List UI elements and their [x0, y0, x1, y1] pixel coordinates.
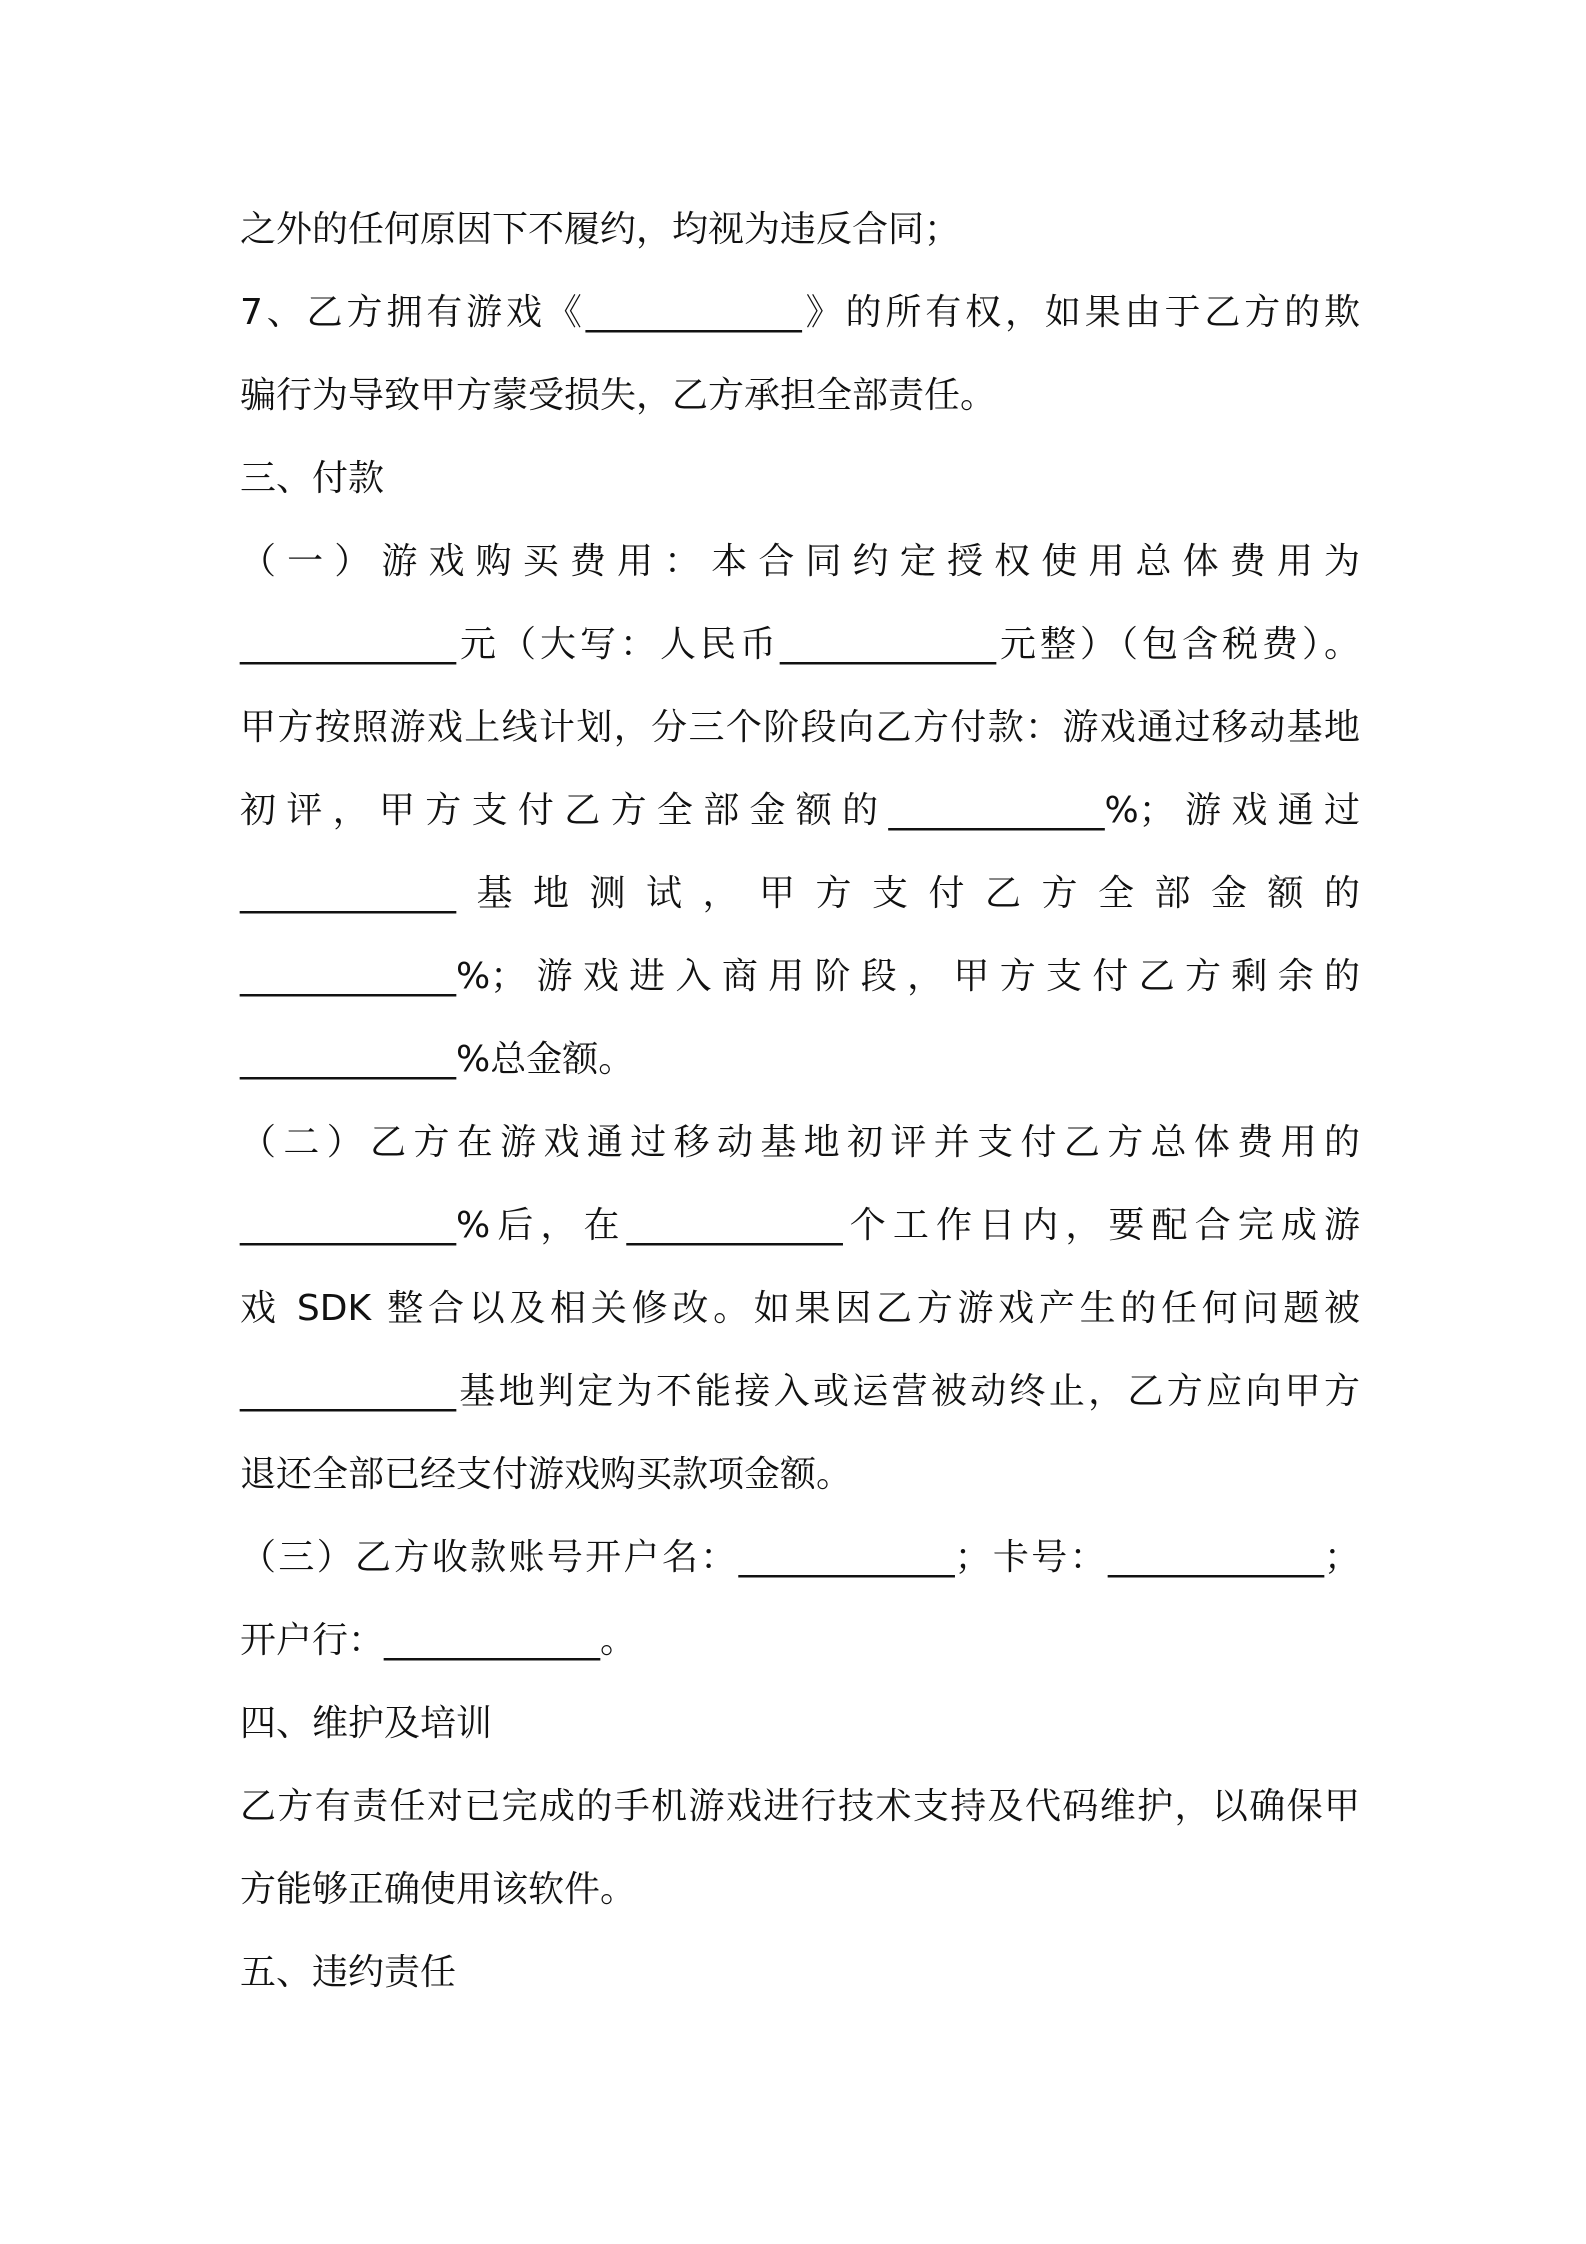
text-line-18: 开户行：____________。 — [240, 1620, 637, 1661]
text-line-13: ____________%后，在____________个工作日内，要配合完成游 — [240, 1205, 1360, 1246]
section-heading-payment: 三、付款 — [240, 458, 385, 499]
text-line-5: （一）游戏购买费用：本合同约定授权使用总体费用为 — [240, 541, 1360, 582]
section-heading-maintenance: 四、维护及培训 — [240, 1703, 493, 1744]
text-line-11: ____________%总金额。 — [240, 1039, 635, 1080]
text-line-17: （三）乙方收款账号开户名：____________；卡号：____________； — [240, 1537, 1360, 1578]
text-line-1: 之外的任何原因下不履约，均视为违反合同； — [240, 209, 961, 250]
text-line-3: 骗行为导致甲方蒙受损失，乙方承担全部责任。 — [240, 375, 997, 416]
text-line-2: 7、乙方拥有游戏《____________》的所有权，如果由于乙方的欺 — [240, 292, 1360, 333]
text-line-6: ____________元（大写：人民币____________元整）（包含税费）。 — [240, 624, 1360, 665]
text-line-10: ____________%；游戏进入商用阶段，甲方支付乙方剩余的 — [240, 956, 1360, 997]
text-line-14: 戏 SDK 整合以及相关修改。如果因乙方游戏产生的任何问题被 — [240, 1288, 1360, 1329]
text-line-16: 退还全部已经支付游戏购买款项金额。 — [240, 1454, 853, 1495]
text-line-21: 方能够正确使用该软件。 — [240, 1869, 637, 1910]
text-line-12: （二）乙方在游戏通过移动基地初评并支付乙方总体费用的 — [240, 1122, 1360, 1163]
text-line-8: 初评，甲方支付乙方全部金额的____________%；游戏通过 — [240, 790, 1360, 831]
text-line-15: ____________基地判定为不能接入或运营被动终止，乙方应向甲方 — [240, 1371, 1360, 1412]
text-line-7: 甲方按照游戏上线计划，分三个阶段向乙方付款：游戏通过移动基地 — [240, 707, 1360, 748]
text-line-9: ____________基地测试，甲方支付乙方全部金额的 — [240, 873, 1360, 914]
section-heading-liability: 五、违约责任 — [240, 1952, 457, 1993]
text-line-20: 乙方有责任对已完成的手机游戏进行技术支持及代码维护，以确保甲 — [240, 1786, 1360, 1827]
